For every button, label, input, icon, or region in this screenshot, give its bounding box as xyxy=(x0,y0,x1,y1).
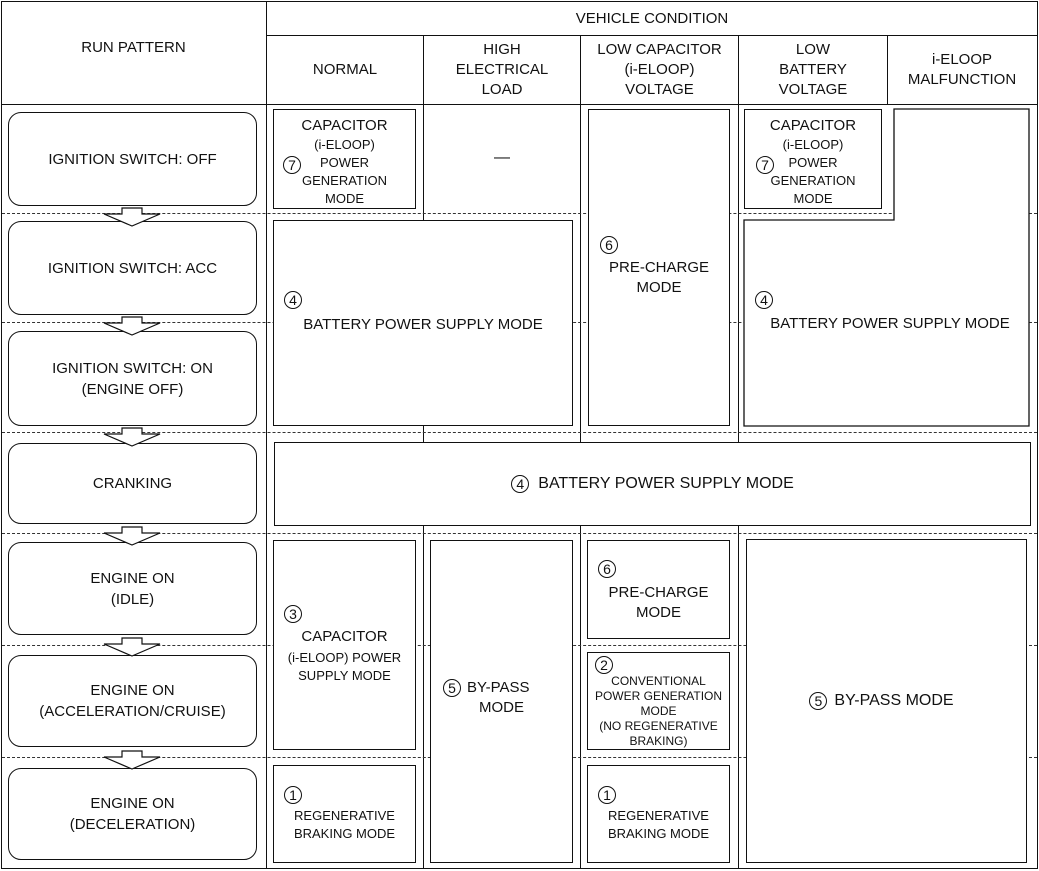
mode-regenerative-braking-low-capacitor xyxy=(587,765,730,863)
run-pattern-ignition-on: IGNITION SWITCH: ON (ENGINE OFF) xyxy=(8,331,257,426)
mode-title: CAPACITOR xyxy=(769,117,857,134)
mode-label: BATTERY POWER SUPPLY MODE xyxy=(770,315,1010,332)
flow-arrow-icon xyxy=(102,750,162,770)
mode-conventional-power-generation xyxy=(587,652,730,750)
mode-label: (i-ELOOP) POWER GENERATION MODE xyxy=(770,137,856,206)
column-header-low-capacitor-voltage: LOW CAPACITOR (i-ELOOP) VOLTAGE xyxy=(597,41,722,98)
mode-pre-charge-idle xyxy=(587,540,730,639)
run-pattern-engine-deceleration: ENGINE ON (DECELERATION) xyxy=(8,768,257,860)
mode-number-badge: 3 xyxy=(284,605,302,623)
mode-number-badge: 6 xyxy=(600,236,618,254)
mode-number-badge: 5 xyxy=(809,692,827,710)
mode-capacitor-power-supply xyxy=(273,540,416,750)
flow-arrow-icon xyxy=(102,207,162,227)
flow-arrow-icon xyxy=(102,427,162,447)
mode-label: PRE-CHARGE MODE xyxy=(608,259,709,296)
mode-label: REGENERATIVE BRAKING MODE xyxy=(607,808,710,841)
run-pattern-engine-acceleration: ENGINE ON (ACCELERATION/CRUISE) xyxy=(8,655,257,747)
mode-number-badge: 1 xyxy=(598,786,616,804)
flow-arrow-icon xyxy=(102,316,162,336)
flow-arrow-icon xyxy=(102,526,162,546)
run-pattern-engine-idle: ENGINE ON (IDLE) xyxy=(8,542,257,635)
column-header-normal: NORMAL xyxy=(312,61,378,78)
mode-number-badge: 7 xyxy=(756,156,774,174)
run-pattern-header: RUN PATTERN xyxy=(81,39,186,56)
mode-battery-power-supply-cranking xyxy=(274,442,1031,526)
grid-line xyxy=(1,104,1038,105)
mode-label: (i-ELOOP) POWER GENERATION MODE xyxy=(302,137,387,206)
mode-pre-charge-ignition xyxy=(588,109,730,426)
mode-battery-power-supply-right-outline xyxy=(743,108,1031,428)
column-header-low-battery-voltage: LOW BATTERY VOLTAGE xyxy=(778,41,848,98)
column-header-high-electrical-load: HIGH ELECTRICAL LOAD xyxy=(455,41,549,98)
mode-label: BY-PASS MODE xyxy=(834,692,954,709)
mode-number-badge: 5 xyxy=(443,679,461,697)
mode-label: PRE-CHARGE MODE xyxy=(608,584,709,621)
run-pattern-ignition-off: IGNITION SWITCH: OFF xyxy=(8,112,257,206)
mode-regenerative-braking-normal xyxy=(273,765,416,863)
mode-by-pass-right xyxy=(746,539,1027,863)
mode-number-badge: 4 xyxy=(511,475,529,493)
mode-number-badge: 6 xyxy=(598,560,616,578)
mode-title: CAPACITOR xyxy=(301,628,388,645)
mode-number-badge: 1 xyxy=(284,786,302,804)
mode-capacitor-power-generation-normal xyxy=(273,109,416,209)
mode-title: BY-PASS xyxy=(467,679,530,696)
mode-by-pass-high-load xyxy=(430,540,573,863)
run-pattern-ignition-acc: IGNITION SWITCH: ACC xyxy=(8,221,257,315)
mode-label: (i-ELOOP) POWER SUPPLY MODE xyxy=(287,650,402,683)
mode-label: REGENERATIVE BRAKING MODE xyxy=(293,808,396,841)
vehicle-condition-header: VEHICLE CONDITION xyxy=(575,9,729,27)
flow-arrow-icon xyxy=(102,637,162,657)
mode-label: MODE xyxy=(479,699,524,716)
mode-label: CONVENTIONAL POWER GENERATION MODE (NO REGENERATIVE BRAKING) xyxy=(594,674,723,748)
mode-battery-power-supply-normal xyxy=(273,220,573,426)
mode-number-badge: 4 xyxy=(284,291,302,309)
mode-number-badge: 4 xyxy=(755,291,773,309)
mode-label: BATTERY POWER SUPPLY MODE xyxy=(303,316,543,333)
mode-label: BATTERY POWER SUPPLY MODE xyxy=(538,475,794,492)
column-header-ieloop-malfunction: i-ELOOP MALFUNCTION xyxy=(907,51,1017,88)
run-pattern-cranking: CRANKING xyxy=(8,443,257,524)
not-applicable-dash: — xyxy=(494,149,510,166)
mode-title: CAPACITOR xyxy=(301,117,388,134)
grid-line xyxy=(266,1,267,869)
mode-number-badge: 7 xyxy=(283,156,301,174)
mode-number-badge: 2 xyxy=(595,656,613,674)
